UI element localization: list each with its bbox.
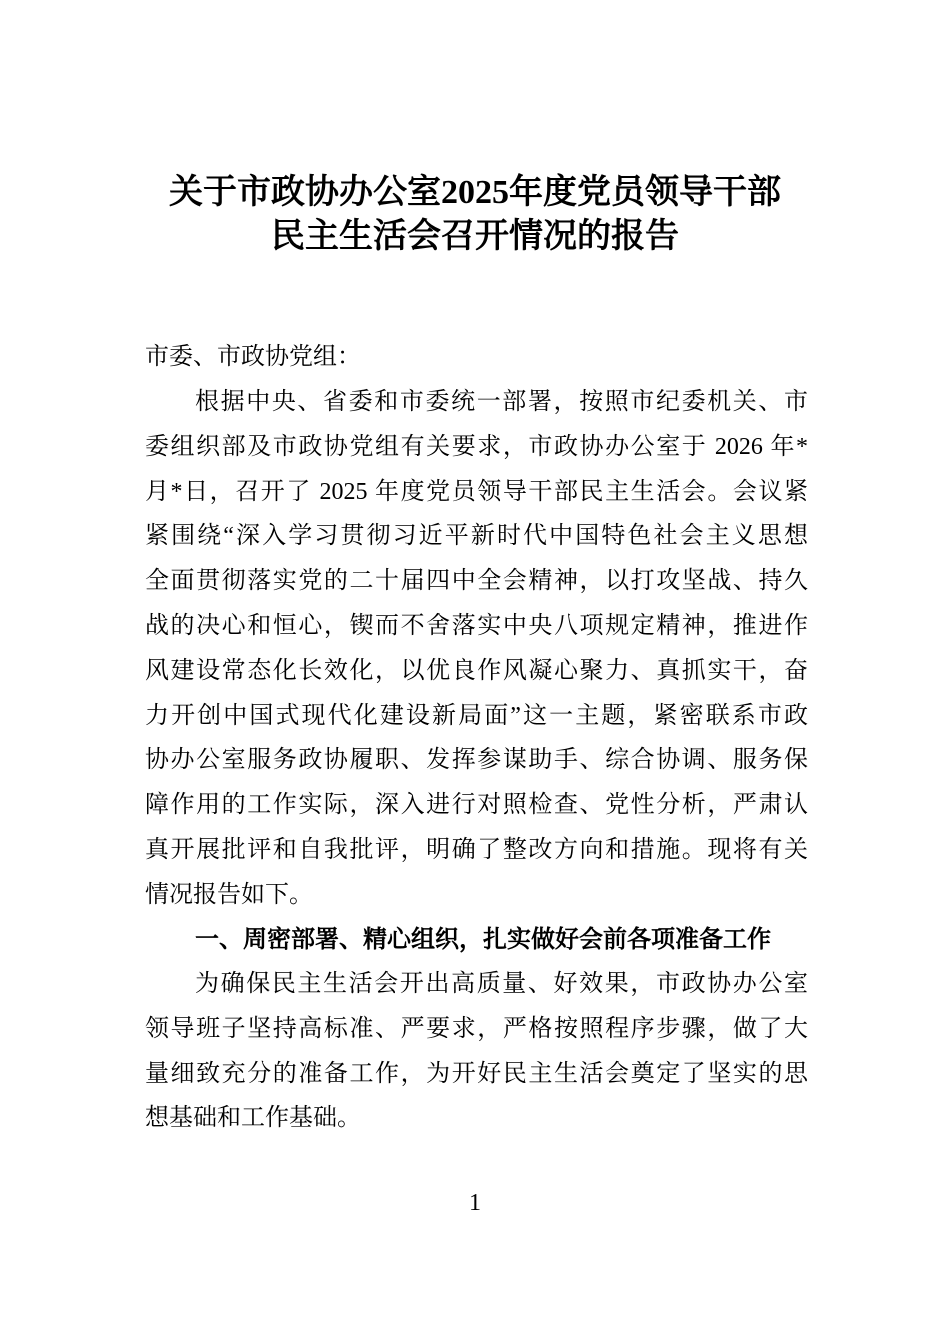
paragraph-line: 为确保民主生活会开出高质量、好效果，市政协办公室: [195, 971, 808, 997]
paragraph-line: 风建设常态化长效化，以优良作风凝心聚力、真抓实干，奋: [145, 657, 808, 684]
document-title-line-2: 民主生活会召开情况的报告: [271, 218, 679, 255]
paragraph-line: 想基础和工作基础。: [145, 1105, 361, 1132]
paragraph-line: 月*日，召开了 2025 年度党员领导干部民主生活会。会议紧: [145, 478, 808, 505]
paragraph-line: 战的决心和恒心，锲而不舍落实中央八项规定精神，推进作: [145, 613, 808, 639]
section-heading-1: 一、周密部署、精心组织，扎实做好会前各项准备工作: [195, 927, 771, 953]
page-number: 1: [469, 1190, 481, 1216]
salutation: 市委、市政协党组：: [145, 344, 361, 370]
paragraph-line: 真开展批评和自我批评，明确了整改方向和措施。现将有关: [145, 837, 808, 863]
paragraph-line: 全面贯彻落实党的二十届四中全会精神，以打攻坚战、持久: [145, 568, 808, 595]
paragraph-line: 情况报告如下。: [145, 881, 313, 908]
paragraph-line: 障作用的工作实际，深入进行对照检查、党性分析，严肃认: [145, 792, 808, 819]
paragraph-line: 紧围绕“深入学习贯彻习近平新时代中国特色社会主义思想: [145, 523, 808, 550]
paragraph-line: 根据中央、省委和市委统一部署，按照市纪委机关、市: [195, 389, 808, 415]
document-title-line-1: 关于市政协办公室2025年度党员领导干部: [169, 174, 781, 211]
paragraph-line: 力开创中国式现代化建设新局面”这一主题，紧密联系市政: [145, 702, 808, 729]
paragraph-line: 量细致充分的准备工作，为开好民主生活会奠定了坚实的思: [145, 1060, 808, 1087]
paragraph-line: 领导班子坚持高标准、严要求，严格按照程序步骤，做了大: [145, 1015, 808, 1042]
paragraph-line: 委组织部及市政协党组有关要求，市政协办公室于 2026 年*: [145, 433, 808, 460]
paragraph-line: 协办公室服务政协履职、发挥参谋助手、综合协调、服务保: [145, 747, 808, 774]
